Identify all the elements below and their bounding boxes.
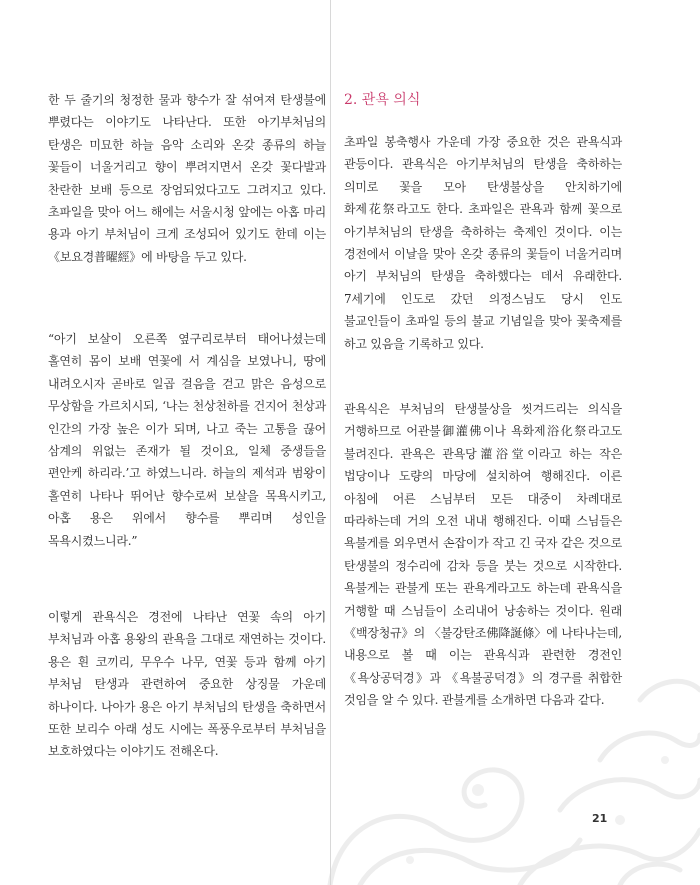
left-paragraph-1: 한 두 줄기의 청정한 물과 향수가 잘 섞여져 탄생불에 뿌렸다는 이야기도 나타난다. 또한 아기부처님의 탄생은 미묘한 하늘 음악 소리와 온갖 종류의 하늘 꽃들이 너울거리고 향이 뿌려지면서 온갖 꽃다발과 찬란한 보배 등으로 장엄되었다고도 그려지고 있다. 초파일을 맞아 어느 해에는 서울시청 앞에는 아홉 마리 용과 아기 부처님이 크게 조성되어 있기도 한데 이는 《보요경普曜經》에 바탕을 두고 있다. (48, 93, 326, 264)
left-quote-paragraph: “아기 보살이 오른쪽 옆구리로부터 태어나셨는데 홀연히 몸이 보배 연꽃에 서 계심을 보였나니, 땅에 내려오시자 곧바로 일곱 걸음을 걷고 맑은 음성으로 무상함을 가르치시되, ‘나는 천상천하를 건지어 천상과 인간의 가장 높은 이가 되며, 나고 죽는 고통을 끊어 삼계의 위없는 존재가 될 것이요, 일체 중생들을 편안케 하리라.’고 하였느니라. 하늘의 제석과 범왕이 홀연히 나타나 뛰어난 향수로써 보살을 목욕시키고, 아홉 용은 위에서 향수를 뿌리며 성인을 목욕시켰느니라.” (48, 332, 326, 548)
right-paragraph-2: 관욕식은 부처님의 탄생불상을 씻겨드리는 의식을 거행하므로 어관불御灌佛이나 욕화제浴化祭라고도 불려진다. 관욕은 관욕당灌浴堂이라고 하는 작은 법당이나 도량의 마당에 설치하여 행해진다. 이른 아침에 어른 스님부터 모든 대중이 차례대로 따라하는데 거의 오전 내내 행해진다. 이때 스님들은 욕불게를 외우면서 손잡이가 작고 긴 국자 같은 것으로 탄생불의 정수리에 감차 등을 붓는 것으로 시작한다. 욕불게는 관불게 또는 관욕게라고도 하는데 관욕식을 거행할 때 스님들이 소리내어 낭송하는 것이다. 원래 《백장청규》의 〈불강탄조佛降誕條〉에 나타나는데, 내용으로 볼 때 이는 관욕식과 관련한 경전인 《욕상공덕경》과 《욕불공덕경》의 경구를 취합한 것임을 알 수 있다. 관불게를 소개하면 다음과 같다. (344, 402, 622, 708)
right-paragraph-1: 초파일 봉축행사 가운데 가장 중요한 것은 관욕식과 관등이다. 관욕식은 아기부처님의 탄생을 축하하는 의미로 꽃을 모아 탄생불상을 안치하기에 화제花祭라고도 한다. 초파일은 관욕과 함께 꽃으로 아기부처님의 탄생을 축하하는 축제인 것이다. 이는 경전에서 이날을 맞아 온갖 종류의 꽃들이 너울거리며 아기 부처님의 탄생을 축하했다는 데서 유래한다. 7세기에 인도로 갔던 의정스님도 당시 인도 불교인들이 초파일 등의 불교 기념일을 맞아 꽃축제를 하고 있음을 기록하고 있다. (344, 135, 622, 351)
page-gutter-line (330, 0, 331, 885)
page-number: 21 (592, 812, 608, 825)
left-paragraph-3: 이렇게 관욕식은 경전에 나타난 연꽃 속의 아기 부처님과 아홉 용왕의 관욕을 그대로 재연하는 것이다. 용은 흰 코끼리, 무우수 나무, 연꽃 등과 함께 아기 부처님 탄생과 관련하여 중요한 상징물 가운데 하나이다. 나아가 용은 아기 부처님의 탄생을 축하면서 또한 보리수 아래 성도 시에는 폭풍우로부터 부처님을 보호하였다는 이야기도 전해온다. (48, 610, 326, 759)
section-heading: 2. 관욕 의식 (344, 92, 421, 108)
